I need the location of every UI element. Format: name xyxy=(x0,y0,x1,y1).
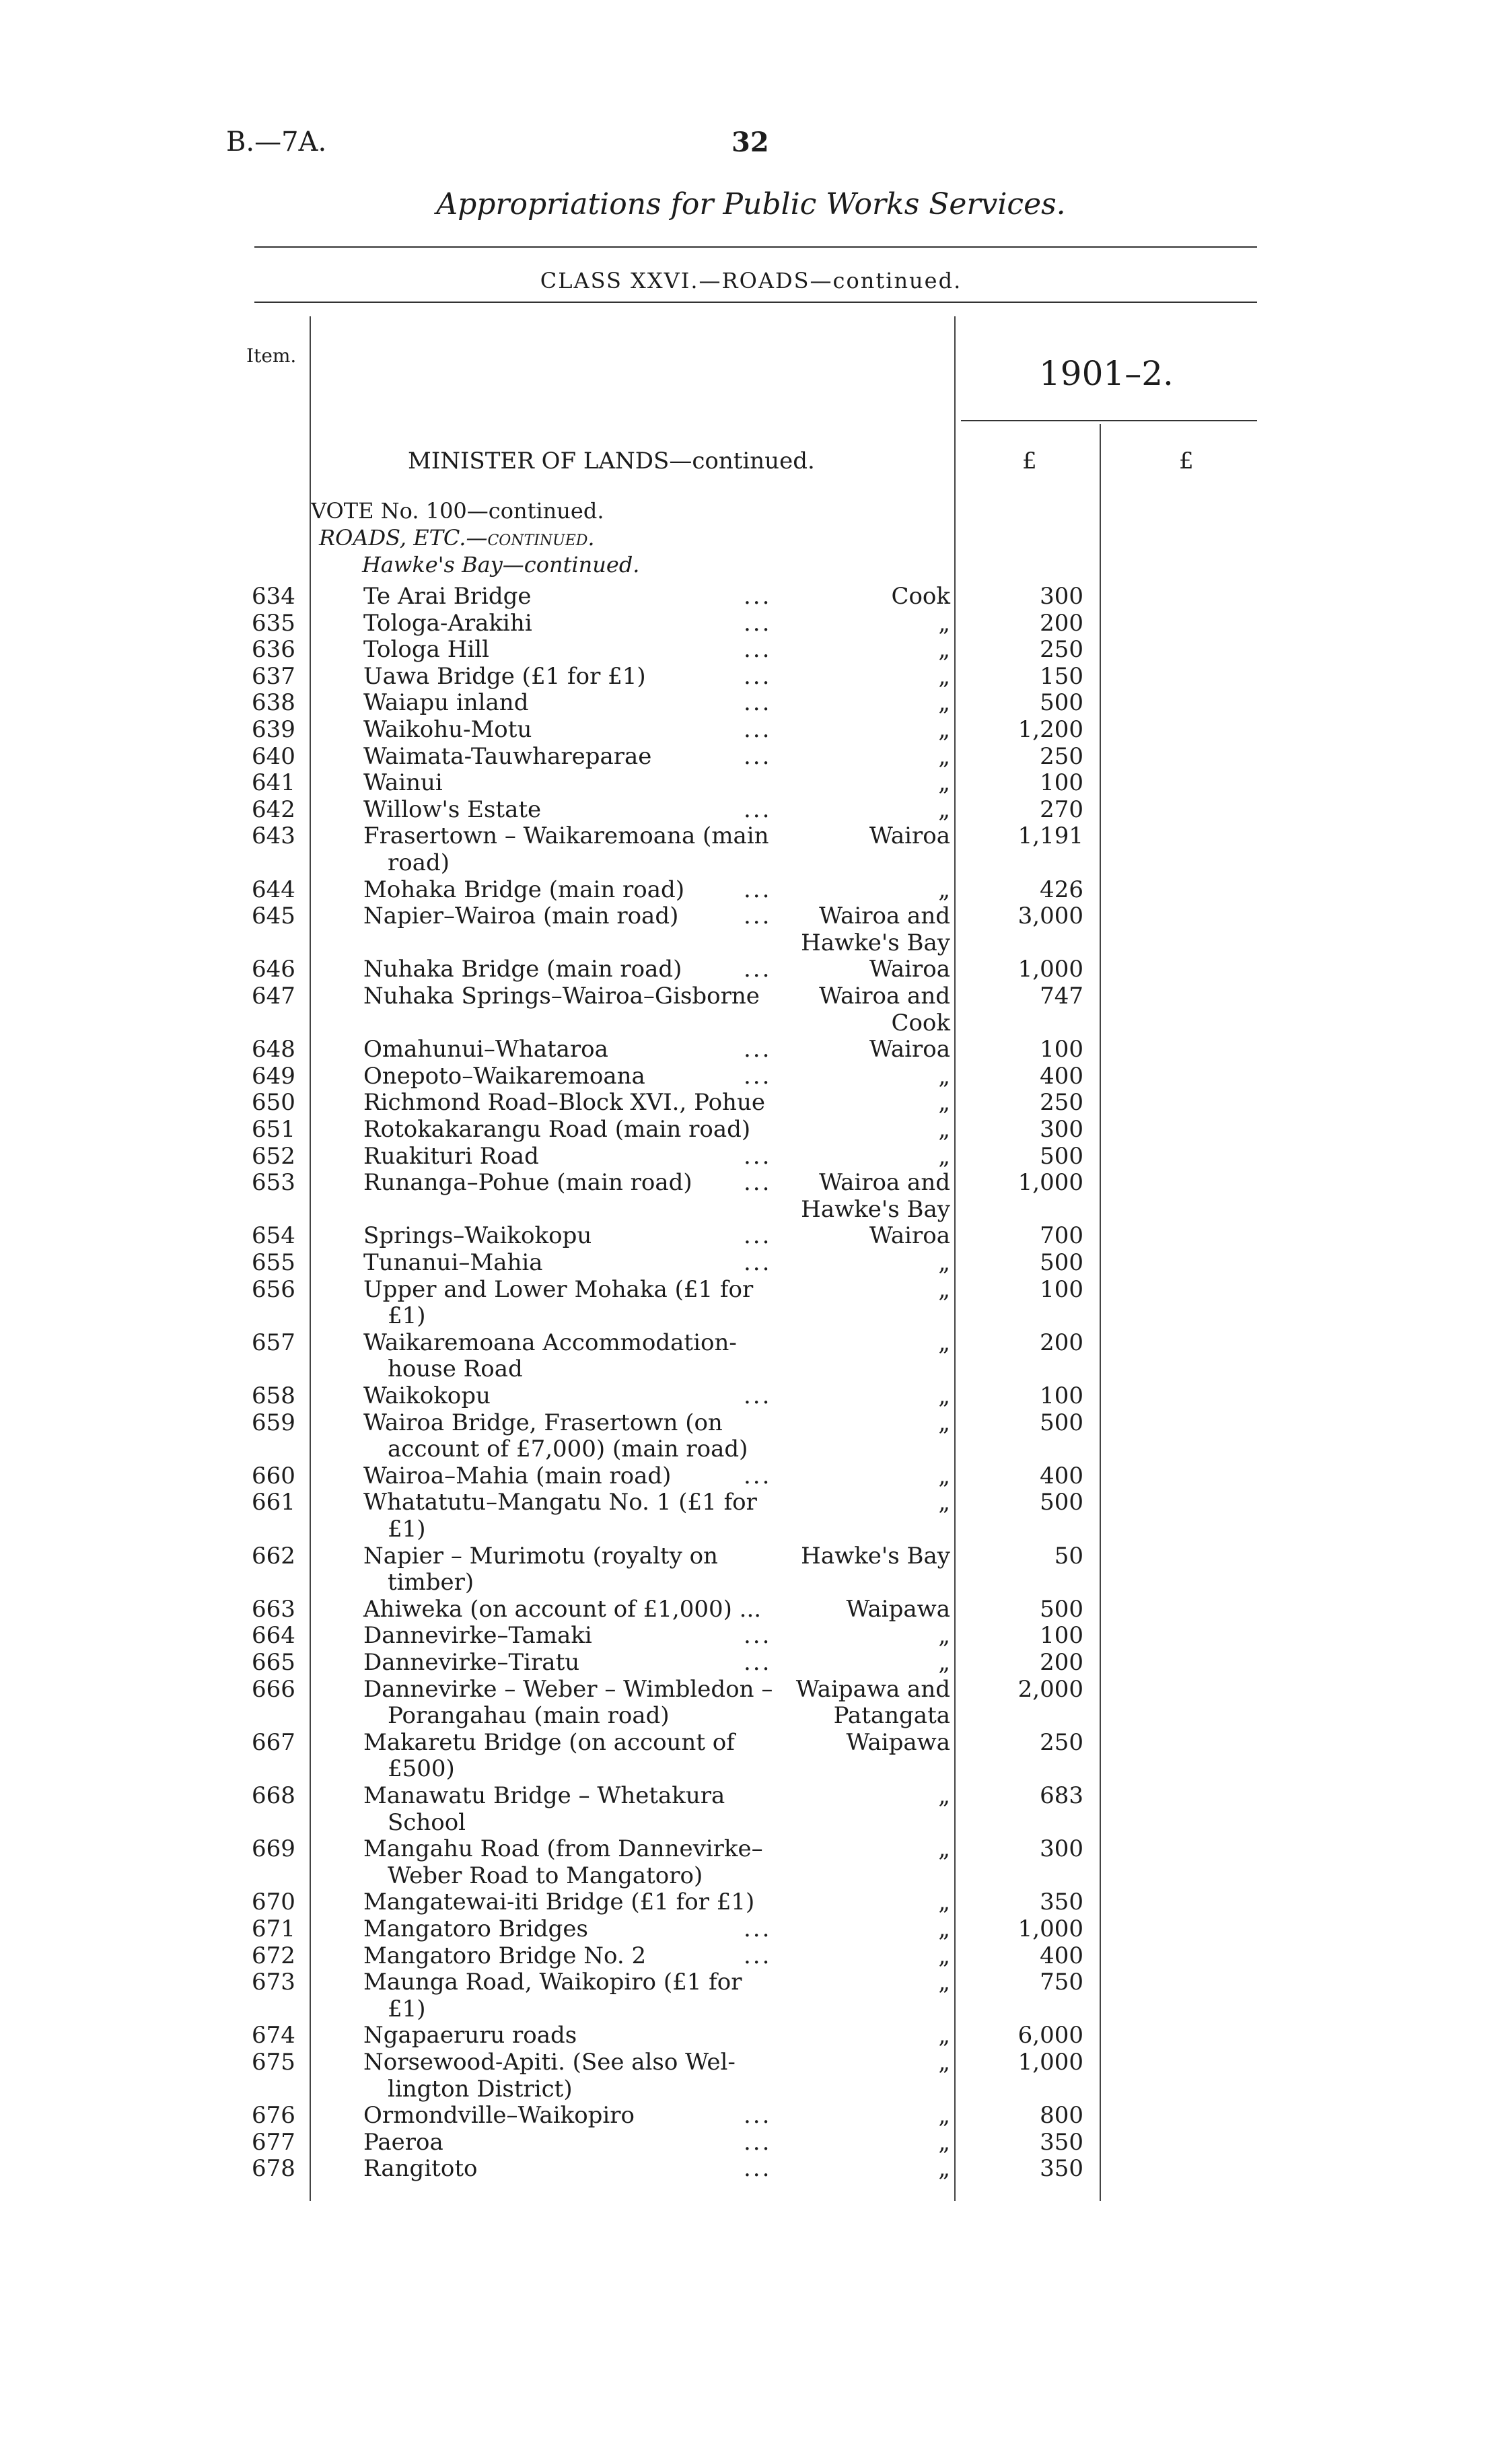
table-row xyxy=(0,1942,1502,1969)
district: „ xyxy=(938,1249,950,1276)
table-row xyxy=(0,1676,1502,1729)
amount: 683 xyxy=(1040,1782,1083,1809)
district: „ xyxy=(938,769,950,797)
road-name-continued: Porangahau (main road) xyxy=(388,1702,670,1730)
vote-subheading: VOTE No. 100—continued. xyxy=(311,498,604,524)
item-number: 670 xyxy=(252,1889,295,1916)
road-name: Waikokopu xyxy=(363,1382,491,1409)
road-name: Ngapaeruru roads xyxy=(363,2022,577,2049)
item-number: 662 xyxy=(252,1542,295,1570)
title-rule xyxy=(254,246,1257,248)
table-row xyxy=(0,2155,1502,2182)
leader-dots: ... xyxy=(744,1249,772,1276)
table-row xyxy=(0,956,1502,983)
table-row xyxy=(0,1543,1502,1596)
document-code: B.—7A. xyxy=(226,127,327,157)
table-row xyxy=(0,1649,1502,1676)
table-row xyxy=(0,1835,1502,1889)
district: „ xyxy=(938,1969,950,1996)
table-row xyxy=(0,1463,1502,1489)
road-name: Te Arai Bridge xyxy=(363,583,532,610)
district: „ xyxy=(938,1649,950,1676)
leader-dots: ... xyxy=(744,1649,772,1676)
road-name: Waimata-Tauwhareparae xyxy=(363,742,652,770)
amount: 100 xyxy=(1040,1275,1083,1303)
item-number: 667 xyxy=(252,1728,295,1756)
road-name: Runanga–Pohue (main road) xyxy=(363,1169,692,1197)
district: Hawke's Bay xyxy=(801,1195,950,1223)
leader-dots: ... xyxy=(744,583,772,610)
district: „ xyxy=(938,796,950,823)
table-row xyxy=(0,1409,1502,1463)
item-number: 650 xyxy=(252,1089,295,1117)
table-row xyxy=(0,1889,1502,1915)
leader-dots: ... xyxy=(744,1915,772,1942)
table-row xyxy=(0,1116,1502,1143)
item-number: 659 xyxy=(252,1409,295,1436)
district: „ xyxy=(938,1489,950,1516)
amount: 350 xyxy=(1040,2128,1083,2156)
table-row xyxy=(0,1143,1502,1170)
district: „ xyxy=(938,689,950,717)
amount: 1,000 xyxy=(1017,2049,1083,2076)
table-row xyxy=(0,583,1502,610)
road-name: Wairoa–Mahia (main road) xyxy=(363,1462,672,1489)
amount: 350 xyxy=(1040,2155,1083,2183)
leader-dots: ... xyxy=(744,636,772,664)
road-name: Uawa Bridge (£1 for £1) xyxy=(363,662,646,690)
amount: 500 xyxy=(1040,1249,1083,1276)
item-number: 677 xyxy=(252,2128,295,2156)
amount: 500 xyxy=(1040,1489,1083,1516)
table-row xyxy=(0,1063,1502,1090)
amount: 350 xyxy=(1040,1889,1083,1916)
road-name: Nuhaka Bridge (main road) xyxy=(363,956,682,983)
amount: 270 xyxy=(1040,796,1083,823)
currency-symbol: £ xyxy=(1022,448,1037,474)
road-name: Mangahu Road (from Dannevirke– xyxy=(363,1835,763,1863)
road-name: Tologa Hill xyxy=(363,636,489,664)
amount: 800 xyxy=(1040,2102,1083,2129)
leader-dots: ... xyxy=(744,742,772,770)
amount: 300 xyxy=(1040,1835,1083,1863)
amount: 100 xyxy=(1040,769,1083,797)
road-name: Paeroa xyxy=(363,2128,443,2156)
table-row xyxy=(0,1729,1502,1782)
table-row xyxy=(0,1596,1502,1623)
item-number: 640 xyxy=(252,742,295,770)
district: „ xyxy=(938,2155,950,2183)
leader-dots: ... xyxy=(744,903,772,930)
item-column-header: Item. xyxy=(246,345,297,367)
road-name: Napier–Wairoa (main road) xyxy=(363,903,679,930)
road-name: Whatatutu–Mangatu No. 1 (£1 for xyxy=(363,1489,757,1516)
leader-dots: ... xyxy=(744,662,772,690)
district: „ xyxy=(938,1462,950,1489)
road-name: Dannevirke – Weber – Wimbledon – xyxy=(363,1675,773,1703)
district: „ xyxy=(938,1835,950,1863)
road-name: Richmond Road–Block XVI., Pohue xyxy=(363,1089,765,1117)
item-number: 672 xyxy=(252,1942,295,1969)
district: Hawke's Bay xyxy=(801,1542,950,1570)
currency-symbol: £ xyxy=(1179,448,1194,474)
leader-dots: ... xyxy=(744,1036,772,1063)
amount: 400 xyxy=(1040,1462,1083,1489)
road-name: Wainui xyxy=(363,769,443,797)
road-name: Dannevirke–Tiratu xyxy=(363,1649,580,1676)
district: „ xyxy=(938,1782,950,1809)
road-name: Rangitoto xyxy=(363,2155,478,2183)
amount: 1,200 xyxy=(1017,716,1083,743)
leader-dots: ... xyxy=(744,1622,772,1650)
road-name-continued: £500) xyxy=(388,1755,455,1783)
leader-dots: ... xyxy=(744,1942,772,1969)
amount: 1,000 xyxy=(1017,956,1083,983)
road-name: Makaretu Bridge (on account of xyxy=(363,1728,735,1756)
item-number: 646 xyxy=(252,956,295,983)
road-name: Maunga Road, Waikopiro (£1 for xyxy=(363,1969,742,1996)
item-number: 664 xyxy=(252,1622,295,1650)
leader-dots: ... xyxy=(744,689,772,717)
amount: 200 xyxy=(1040,609,1083,637)
item-number: 637 xyxy=(252,662,295,690)
district: „ xyxy=(938,2022,950,2049)
road-name: Willow's Estate xyxy=(363,796,542,823)
class-rule xyxy=(254,302,1257,303)
amount: 750 xyxy=(1040,1969,1083,1996)
amount: 1,191 xyxy=(1017,822,1083,850)
leader-dots: ... xyxy=(744,956,772,983)
table-row xyxy=(0,1489,1502,1542)
road-name: Dannevirke–Tamaki xyxy=(363,1622,592,1650)
item-number: 657 xyxy=(252,1329,295,1356)
item-number: 649 xyxy=(252,1062,295,1090)
road-name: Waikaremoana Accommodation- xyxy=(363,1329,737,1356)
district: Wairoa and xyxy=(819,903,950,930)
leader-dots: ... xyxy=(744,1169,772,1197)
table-row xyxy=(0,743,1502,770)
district: Waipawa and xyxy=(795,1675,950,1703)
item-number: 643 xyxy=(252,822,295,850)
amount: 500 xyxy=(1040,1142,1083,1170)
amount: 747 xyxy=(1040,983,1083,1010)
leader-dots: ... xyxy=(744,876,772,903)
road-name: Springs–Waikokopu xyxy=(363,1222,592,1250)
road-name-continued: timber) xyxy=(388,1569,474,1596)
table-row xyxy=(0,796,1502,823)
leader-dots: ... xyxy=(744,609,772,637)
district: Wairoa and xyxy=(819,1169,950,1197)
table-row xyxy=(0,2102,1502,2129)
item-number: 648 xyxy=(252,1036,295,1063)
road-name-continued: account of £7,000) (main road) xyxy=(388,1436,748,1463)
district: „ xyxy=(938,1915,950,1942)
district: „ xyxy=(938,1942,950,1969)
district: „ xyxy=(938,1116,950,1143)
amount: 500 xyxy=(1040,1409,1083,1436)
item-number: 645 xyxy=(252,903,295,930)
table-row xyxy=(0,1249,1502,1276)
class-heading: CLASS XXVI.—ROADS—continued. xyxy=(540,268,962,293)
district: „ xyxy=(938,742,950,770)
amount: 250 xyxy=(1040,1089,1083,1117)
item-number: 656 xyxy=(252,1275,295,1303)
item-number: 671 xyxy=(252,1915,295,1942)
road-name: Frasertown – Waikaremoana (main xyxy=(363,822,769,850)
amount: 1,000 xyxy=(1017,1169,1083,1197)
road-name: Manawatu Bridge – Whetakura xyxy=(363,1782,725,1809)
amount: 100 xyxy=(1040,1622,1083,1650)
amount: 50 xyxy=(1054,1542,1083,1570)
table-row xyxy=(0,1036,1502,1063)
district: Cook xyxy=(891,1009,950,1036)
table-row xyxy=(0,1089,1502,1116)
road-name: Mohaka Bridge (main road) xyxy=(363,876,685,903)
district: „ xyxy=(938,2102,950,2129)
year-rule xyxy=(961,420,1257,421)
district: „ xyxy=(938,876,950,903)
amount: 500 xyxy=(1040,1595,1083,1623)
item-number: 669 xyxy=(252,1835,295,1863)
district: „ xyxy=(938,1409,950,1436)
road-name: Nuhaka Springs–Wairoa–Gisborne xyxy=(363,983,760,1010)
road-name: Omahunui–Whataroa xyxy=(363,1036,608,1063)
item-number: 675 xyxy=(252,2049,295,2076)
item-number: 634 xyxy=(252,583,295,610)
table-row xyxy=(0,689,1502,716)
table-row xyxy=(0,716,1502,743)
leader-dots: ... xyxy=(744,796,772,823)
table-row xyxy=(0,663,1502,690)
district: „ xyxy=(938,662,950,690)
amount: 400 xyxy=(1040,1942,1083,1969)
district: „ xyxy=(938,1275,950,1303)
table-row xyxy=(0,2022,1502,2049)
district: Wairoa xyxy=(869,1222,950,1250)
item-number: 653 xyxy=(252,1169,295,1197)
page-title: Appropriations for Public Works Services. xyxy=(436,187,1066,221)
road-name: Mangatoro Bridge No. 2 xyxy=(363,1942,647,1969)
road-name: Ruakituri Road xyxy=(363,1142,539,1170)
district: Patangata xyxy=(833,1702,950,1730)
table-row xyxy=(0,1169,1502,1222)
table-row xyxy=(0,769,1502,796)
district: Wairoa xyxy=(869,822,950,850)
district: Cook xyxy=(891,583,950,610)
district: „ xyxy=(938,1889,950,1916)
amount: 250 xyxy=(1040,636,1083,664)
district: Waipawa xyxy=(846,1728,950,1756)
amount: 100 xyxy=(1040,1036,1083,1063)
item-number: 655 xyxy=(252,1249,295,1276)
amount: 400 xyxy=(1040,1062,1083,1090)
amount: 150 xyxy=(1040,662,1083,690)
district: Hawke's Bay xyxy=(801,929,950,956)
item-number: 635 xyxy=(252,609,295,637)
leader-dots: ... xyxy=(744,2102,772,2129)
road-name: Ahiweka (on account of £1,000) ... xyxy=(363,1595,762,1623)
table-row xyxy=(0,903,1502,956)
road-name: Mangatewai-iti Bridge (£1 for £1) xyxy=(363,1889,755,1916)
table-row xyxy=(0,1222,1502,1249)
item-number: 647 xyxy=(252,983,295,1010)
item-number: 660 xyxy=(252,1462,295,1489)
leader-dots: ... xyxy=(744,1062,772,1090)
road-name: Tologa-Arakihi xyxy=(363,609,532,637)
road-name: Onepoto–Waikaremoana xyxy=(363,1062,645,1090)
district: „ xyxy=(938,609,950,637)
item-number: 668 xyxy=(252,1782,295,1809)
district: „ xyxy=(938,2049,950,2076)
amount: 200 xyxy=(1040,1649,1083,1676)
district: Wairoa and xyxy=(819,983,950,1010)
district: Wairoa xyxy=(869,956,950,983)
table-row xyxy=(0,1782,1502,1835)
amount: 300 xyxy=(1040,1116,1083,1143)
amount: 6,000 xyxy=(1017,2022,1083,2049)
leader-dots: ... xyxy=(744,1382,772,1409)
item-number: 666 xyxy=(252,1675,295,1703)
table-row xyxy=(0,2049,1502,2102)
amount: 500 xyxy=(1040,689,1083,717)
road-name-continued: £1) xyxy=(388,1302,426,1330)
region-subheading: Hawke's Bay—continued. xyxy=(362,552,640,577)
road-name-continued: house Road xyxy=(388,1356,523,1383)
item-number: 673 xyxy=(252,1969,295,1996)
leader-dots: ... xyxy=(744,1142,772,1170)
table-row xyxy=(0,1915,1502,1942)
district: „ xyxy=(938,636,950,664)
district: „ xyxy=(938,1062,950,1090)
district: „ xyxy=(938,2128,950,2156)
page-number: 32 xyxy=(731,127,769,158)
item-number: 674 xyxy=(252,2022,295,2049)
district: Waipawa xyxy=(846,1595,950,1623)
amount: 200 xyxy=(1040,1329,1083,1356)
item-number: 639 xyxy=(252,716,295,743)
amount: 250 xyxy=(1040,742,1083,770)
minister-heading: MINISTER OF LANDS—continued. xyxy=(408,448,815,474)
item-number: 641 xyxy=(252,769,295,797)
district: „ xyxy=(938,1142,950,1170)
road-name-continued: Weber Road to Mangatoro) xyxy=(388,1862,703,1889)
district: „ xyxy=(938,1622,950,1650)
table-row xyxy=(0,2129,1502,2156)
road-name: Norsewood-Apiti. (See also Wel- xyxy=(363,2049,736,2076)
item-number: 676 xyxy=(252,2102,295,2129)
amount: 700 xyxy=(1040,1222,1083,1250)
table-row xyxy=(0,876,1502,903)
district: „ xyxy=(938,1382,950,1409)
road-name: Waikohu-Motu xyxy=(363,716,532,743)
table-row xyxy=(0,610,1502,637)
item-number: 665 xyxy=(252,1649,295,1676)
road-name: Tunanui–Mahia xyxy=(363,1249,543,1276)
item-number: 644 xyxy=(252,876,295,903)
road-name: Waiapu inland xyxy=(363,689,529,717)
road-name-continued: lington District) xyxy=(388,2075,573,2103)
amount: 250 xyxy=(1040,1728,1083,1756)
table-row xyxy=(0,636,1502,663)
item-number: 658 xyxy=(252,1382,295,1409)
table-row xyxy=(0,822,1502,876)
road-name-continued: School xyxy=(388,1808,466,1836)
item-number: 638 xyxy=(252,689,295,717)
item-number: 678 xyxy=(252,2155,295,2183)
road-name: Ormondville–Waikopiro xyxy=(363,2102,635,2129)
table-row xyxy=(0,1382,1502,1409)
district: Wairoa xyxy=(869,1036,950,1063)
amount: 100 xyxy=(1040,1382,1083,1409)
table-row xyxy=(0,983,1502,1036)
road-name: Mangatoro Bridges xyxy=(363,1915,588,1942)
leader-dots: ... xyxy=(744,2128,772,2156)
road-name: Wairoa Bridge, Frasertown (on xyxy=(363,1409,723,1436)
roads-subheading: ROADS, ETC.—continued. xyxy=(319,525,595,551)
leader-dots: ... xyxy=(744,1462,772,1489)
leader-dots: ... xyxy=(744,2155,772,2183)
road-name: Rotokakarangu Road (main road) xyxy=(363,1116,751,1143)
item-number: 636 xyxy=(252,636,295,664)
item-number: 642 xyxy=(252,796,295,823)
road-name: Napier – Murimotu (royalty on xyxy=(363,1542,718,1570)
road-name-continued: £1) xyxy=(388,1995,426,2022)
district: „ xyxy=(938,716,950,743)
item-number: 654 xyxy=(252,1222,295,1250)
road-name-continued: £1) xyxy=(388,1515,426,1543)
leader-dots: ... xyxy=(744,1222,772,1250)
amount: 300 xyxy=(1040,583,1083,610)
leader-dots: ... xyxy=(744,716,772,743)
table-row xyxy=(0,1622,1502,1649)
amount: 426 xyxy=(1040,876,1083,903)
table-row xyxy=(0,1276,1502,1329)
year-header: 1901–2. xyxy=(1039,354,1174,393)
district: „ xyxy=(938,1329,950,1356)
item-number: 663 xyxy=(252,1595,295,1623)
item-number: 651 xyxy=(252,1116,295,1143)
amount: 1,000 xyxy=(1017,1915,1083,1942)
table-row xyxy=(0,1329,1502,1382)
road-name: Upper and Lower Mohaka (£1 for xyxy=(363,1275,754,1303)
road-name-continued: road) xyxy=(388,849,450,876)
amount: 2,000 xyxy=(1017,1675,1083,1703)
table-row xyxy=(0,1969,1502,2022)
amount: 3,000 xyxy=(1017,903,1083,930)
item-number: 652 xyxy=(252,1142,295,1170)
item-number: 661 xyxy=(252,1489,295,1516)
district: „ xyxy=(938,1089,950,1117)
